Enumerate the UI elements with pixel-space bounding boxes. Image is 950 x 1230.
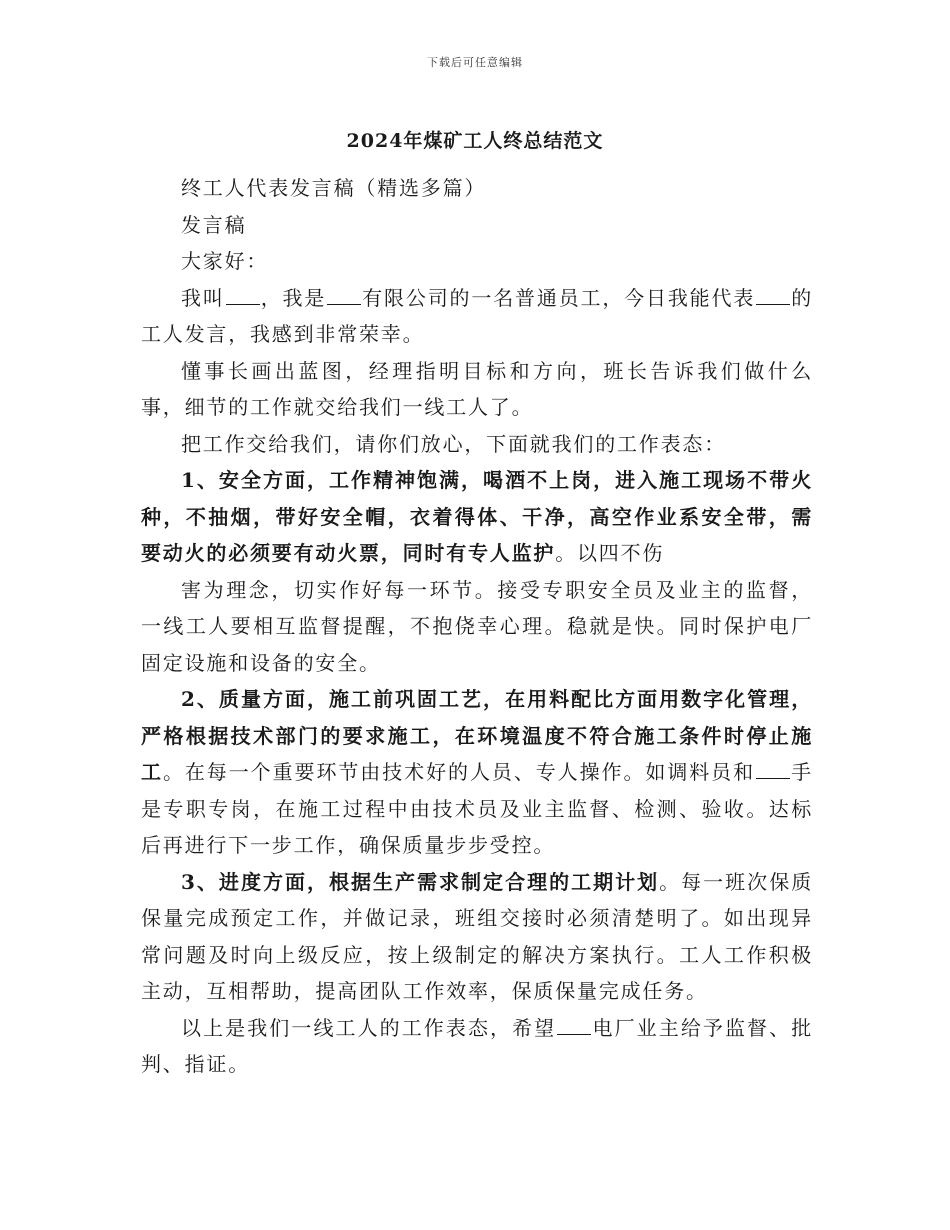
paragraph-intro <box>141 280 813 353</box>
paragraph-schedule <box>141 864 813 1010</box>
text-segment: 。以四不伤 <box>555 541 665 565</box>
blank-underline <box>756 286 790 305</box>
text-segment: ，我是 <box>260 285 327 310</box>
paragraph-closing <box>141 1010 813 1083</box>
blank-underline <box>557 1016 591 1035</box>
text-segment: 有限公司的一名普通员工，今日我能代表 <box>362 285 756 310</box>
paragraph-greeting: 大家好： <box>181 249 269 273</box>
text-segment: 我叫 <box>181 285 225 310</box>
blank-underline <box>327 286 361 305</box>
paragraph-safety-continued: 害为理念，切实作好每一环节。接受专职安全员及业主的监督，一线工人要相互监督提醒，不抱侥幸心理。稳就是快。同时保护电厂固定设施和设备的安全。 <box>141 577 813 675</box>
text-segment: 以上是我们一线工人的工作表态，希望 <box>181 1015 557 1040</box>
bold-heading-quality: 2、质量方面，施工前巩固工艺，在用料配比方面用数字化管理，严格根据技术部门的要求施工，在环境温度不符合施工条件时停止施工 <box>141 687 813 784</box>
paragraph-commitment: 把工作交给我们，请你们放心，下面就我们的工作表态： <box>181 431 726 456</box>
paragraph-subtitle: 终工人代表发言稿（精选多篇） <box>181 176 487 200</box>
bold-heading-schedule: 3、进度方面，根据生产需求制定合理的工期计划 <box>181 869 660 894</box>
document-title: 2024年煤矿工人终总结范文 <box>346 130 604 152</box>
text-segment: 电厂业主给予监督、批判、指证。 <box>141 1015 814 1076</box>
text-segment: 的工人发言，我感到非常荣幸。 <box>141 285 814 346</box>
text-segment: 。每一班次保质保量完成预定工作，并做记录，班组交接时必须清楚明了。如出现异常问题及时向上级反应，按上级制定的解决方案执行。工人工作积极主动，互相帮助，提高团队工作效率，保质保量完成任务。 <box>141 869 813 1003</box>
header-note: 下载后可任意编辑 <box>427 56 523 69</box>
paragraph-blueprint: 懂事长画出蓝图，经理指明目标和方向，班长告诉我们做什么事，细节的工作就交给我们一线工人了。 <box>141 358 813 419</box>
paragraph-speech-label: 发言稿 <box>181 212 247 237</box>
text-segment: 手是专职专岗，在施工过程中由技术员及业主监督、检测、验收。达标后再进行下一步工作，确保质量步步受控。 <box>141 760 813 857</box>
bold-heading-safety: 1、安全方面，工作精神饱满，喝酒不上岗，进入施工现场不带火种，不抽烟，带好安全帽，衣着得体、干净，高空作业系安全带，需要动火的必须要有动火票，同时有专人监护 <box>141 468 813 565</box>
text-segment: 。在每一个重要环节由技术好的人员、专人操作。如调料员和 <box>162 760 756 784</box>
document-body <box>141 170 813 1083</box>
paragraph-quality <box>141 681 813 864</box>
paragraph-safety <box>141 462 813 572</box>
blank-underline <box>226 286 260 305</box>
blank-underline <box>756 760 790 779</box>
